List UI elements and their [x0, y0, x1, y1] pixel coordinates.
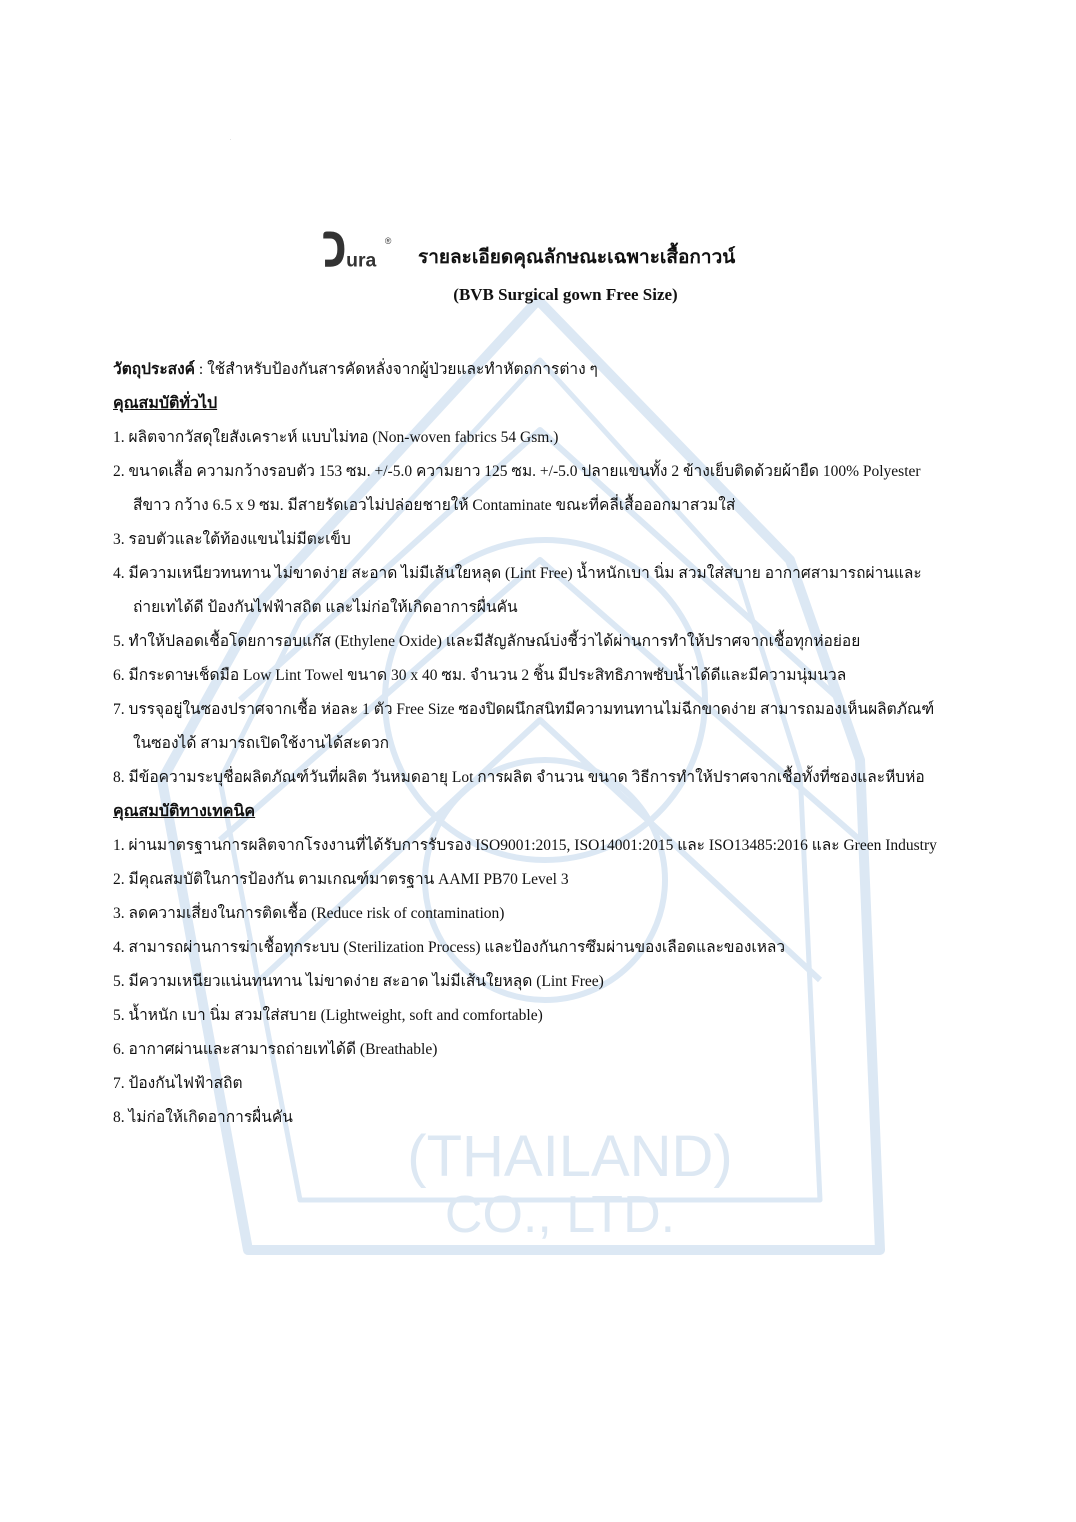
list-item: 2. ขนาดเสื้อ ความกว้างรอบตัว 153 ซม. +/-5.0 ความยาว 125 ซม. +/-5.0 ปลายแขนทั้ง 2 ข้างเย็บติดด้วยผ้ายืด 100% Polyester [113, 463, 921, 480]
watermark-line1: (THAILAND) [407, 1124, 733, 1189]
list-item: 8. มีข้อความระบุชื่อผลิตภัณฑ์วันที่ผลิต วันหมดอายุ Lot การผลิต จำนวน ขนาด วิธีการทำให้ปราศจากเชื้อทั้งที่ซองและหีบห่อ [113, 769, 925, 786]
dura-logo [230, 140, 412, 272]
list-item: 4. สามารถผ่านการฆ่าเชื้อทุกระบบ (Sterilization Process) และป้องกันการซึมผ่านของเลือดและของเหลว [113, 939, 786, 956]
list-item: 6. อากาศผ่านและสามารถถ่ายเทได้ดี (Breathable) [113, 1041, 438, 1058]
list-item: 7. บรรจุอยู่ในซองปราศจากเชื้อ ห่อละ 1 ตัว Free Size ซองปิดผนึกสนิทมีความทนทานไม่ฉีกขาดง่าย สามารถมองเห็นผลิตภัณฑ์ [113, 701, 935, 718]
watermark-line2: CO., LTD. [444, 1186, 676, 1244]
list-item: 1. ผ่านมาตรฐานการผลิตจากโรงงานที่ได้รับการรับรอง ISO9001:2015, ISO14001:2015 และ ISO13485:2016 และ Green Industry [113, 837, 937, 854]
document-subtitle: (BVB Surgical gown Free Size) [453, 285, 678, 304]
list-item: 5. น้ำหนัก เบา นิ่ม สวมใส่สบาย (Lightweight, soft and comfortable) [113, 1007, 543, 1024]
purpose-label: วัตถุประสงค์ [113, 361, 196, 378]
registered-mark: ® [384, 235, 392, 246]
list-item: 3. ลดความเสี่ยงในการติดเชื้อ (Reduce risk of contamination) [113, 905, 505, 922]
technical-properties-title: คุณสมบัติทางเทคนิค [113, 803, 256, 820]
list-item: 6. มีกระดาษเช็ดมือ Low Lint Towel ขนาด 30 x 40 ซม. จำนวน 2 ชิ้น มีประสิทธิภาพซับน้ำได้ดีและมีความนุ่มนวล [113, 667, 847, 684]
purpose-line [113, 353, 1013, 387]
list-item: 2. มีคุณสมบัติในการป้องกัน ตามเกณฑ์มาตรฐาน AAMI PB70 Level 3 [113, 871, 569, 888]
list-item: 1. ผลิตจากวัสดุใยสังเคราะห์ แบบไม่ทอ (Non-woven fabrics 54 Gsm.) [113, 429, 559, 446]
purpose-text: : ใช้สำหรับป้องกันสารคัดหลั่งจากผู้ป่วยและทำหัตถการต่าง ๆ [195, 361, 598, 378]
list-item: 4. มีความเหนียวทนทาน ไม่ขาดง่าย สะอาด ไม่มีเส้นใยหลุด (Lint Free) น้ำหนักเบา นิ่ม สวมใส่สบาย อากาศสามารถผ่านและ [113, 565, 922, 582]
list-item: 8. ไม่ก่อให้เกิดอาการผื่นคัน [113, 1109, 293, 1126]
technical-properties-list [113, 829, 1013, 1135]
logo-initial: D [230, 140, 231, 141]
document-title: รายละเอียดคุณลักษณะเฉพาะเสื้อกาวน์ [418, 247, 736, 268]
general-properties-title: คุณสมบัติทั่วไป [113, 395, 218, 412]
list-item: 7. ป้องกันไฟฟ้าสถิต [113, 1075, 243, 1092]
document-body [113, 353, 1013, 1135]
list-item: 5. มีความเหนียวแน่นทนทาน ไม่ขาดง่าย สะอาด ไม่มีเส้นใยหลุด (Lint Free) [113, 973, 604, 990]
list-item-continued: สีขาว กว้าง 6.5 x 9 ซม. มีสายรัดเอวไม่ปล่อยชายให้ Contaminate ขณะที่คลี่เสื้อออกมาสวมใส่ [133, 497, 736, 514]
list-item-continued: ถ่ายเทได้ดี ป้องกันไฟฟ้าสถิต และไม่ก่อให้เกิดอาการผื่นคัน [133, 599, 518, 616]
list-item: 5. ทำให้ปลอดเชื้อโดยการอบแก๊ส (Ethylene Oxide) และมีสัญลักษณ์บ่งชี้ว่าได้ผ่านการทำให้ปราศจากเชื้อทุกห่อย่อย [113, 633, 861, 650]
list-item-continued: ในซองได้ สามารถเปิดใช้งานได้สะดวก [133, 735, 390, 752]
list-item: 3. รอบตัวและใต้ท้องแขนไม่มีตะเข็บ [113, 531, 351, 548]
general-properties-list [113, 421, 1013, 795]
logo-text: ura [346, 249, 377, 272]
